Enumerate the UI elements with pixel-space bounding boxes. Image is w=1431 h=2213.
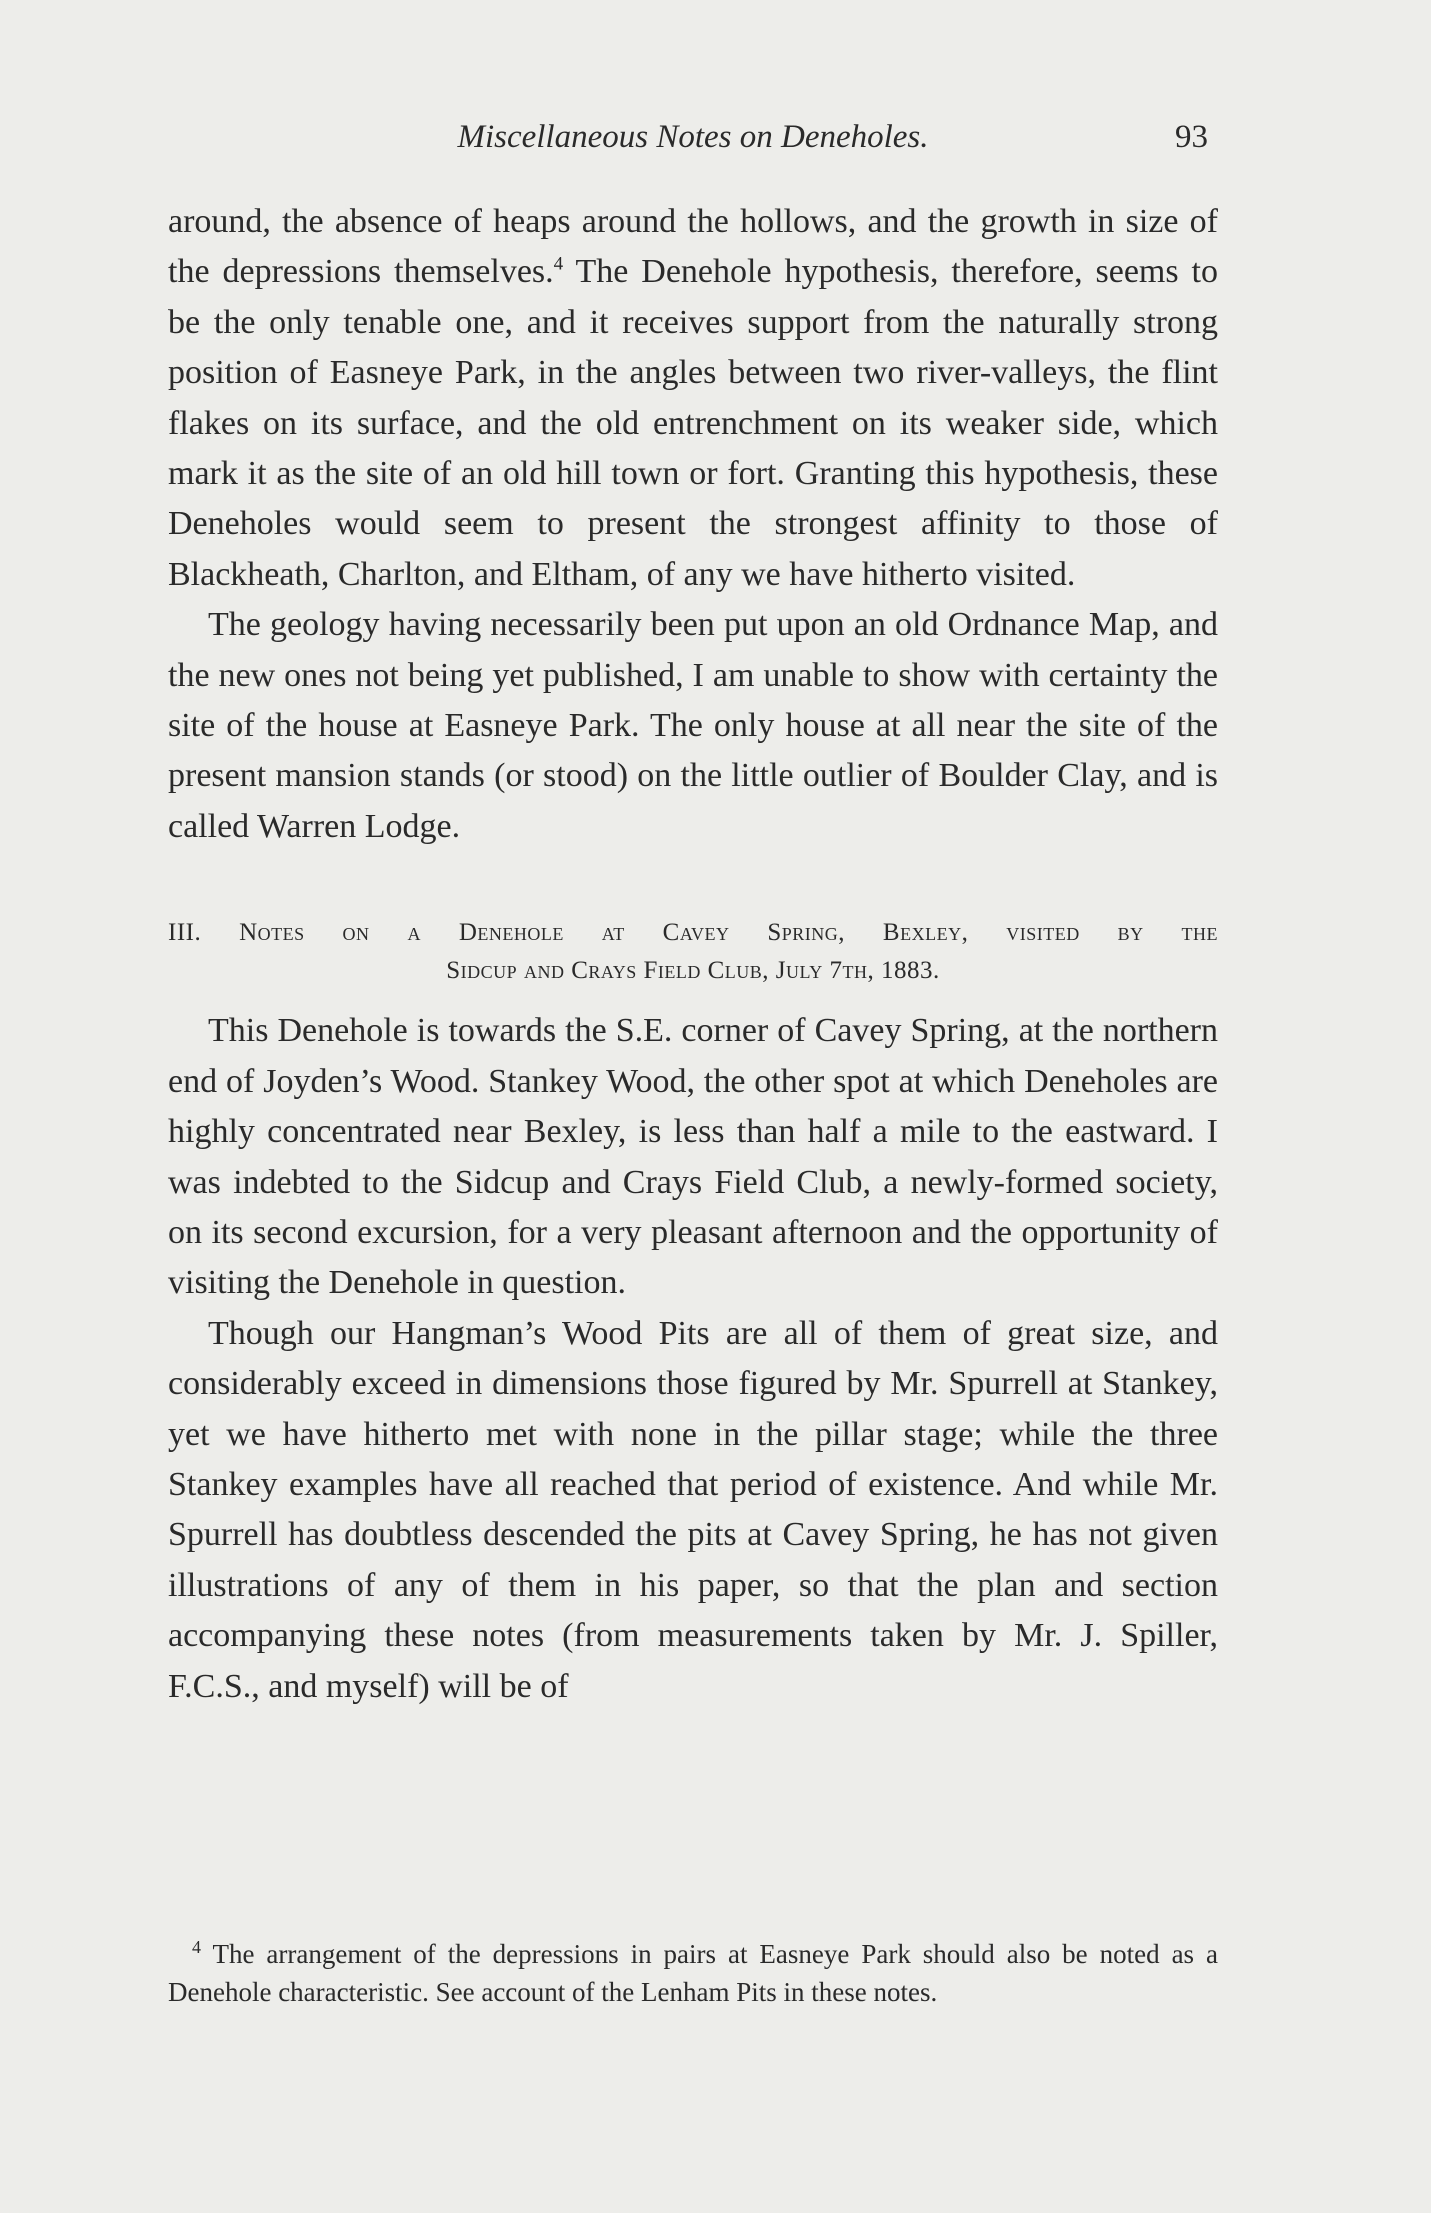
paragraph-1 xyxy=(168,197,1218,600)
paragraph-3: This Denehole is towards the S.E. corner of Cavey Spring, at the northern end of Joyden’s Wood. Stankey Wood, the other spot at which Deneholes are highly concentrated near Bexley, is less than half a mile to the eastward. I was indebted to the Sidcup and Crays Field Club, a newly-formed society, on its second excursion, for a very pleasant afternoon and the opportunity of visiting the Denehole in question. xyxy=(168,1012,1218,1302)
section-heading xyxy=(168,914,1218,990)
footnote-reference: 4 xyxy=(553,254,564,276)
paragraph-1-text-a: around, the absence of heaps around the hollows, and the growth in size of the depressions themselves. xyxy=(168,203,1218,291)
paragraph-2: The geology having necessarily been put upon an old Ordnance Map, and the new ones not being yet published, I am unable to show with certainty the site of the house at Easneye Park. The only house at all near the site of the present mansion stands (or stood) on the little outlier of Boulder Clay, and is called Warren Lodge. xyxy=(168,606,1218,845)
paragraph-4: Though our Hangman’s Wood Pits are all of them of great size, and considerably exceed in dimensions those figured by Mr. Spurrell at Stankey, yet we have hitherto met with none in the pillar stage; while the three Stankey examples have all reached that period of existence. And while Mr. Spurrell has doubtless descended the pits at Cavey Spring, he has not given illustrations of any of them in his paper, so that the plan and section accompanying these notes (from measurements taken by Mr. J. Spiller, F.C.S., and myself) will be of xyxy=(168,1314,1218,1705)
page-number: 93 xyxy=(1175,119,1208,155)
footnote xyxy=(168,1935,1218,2011)
footnote-text: The arrangement of the depressions in pairs at Easneye Park should also be noted as a Denehole characteristic. See account of the Lenham Pits in these notes. xyxy=(168,1939,1218,2007)
running-head: Miscellaneous Notes on Deneholes. xyxy=(457,119,929,155)
section-heading-line-1: III. Notes on a Denehole at Cavey Spring, Bexley, visited by the xyxy=(168,919,1218,947)
section-heading-line-2: Sidcup and Crays Field Club, July 7th, 1883. xyxy=(446,957,940,985)
page-header xyxy=(168,112,1218,162)
footnote-mark: 4 xyxy=(192,1937,201,1957)
body-text xyxy=(168,197,1218,1712)
paragraph-1-text-b: The Denehole hypothesis, therefore, seems to be the only tenable one, and it receives support from the naturally strong position of Easneye Park, in the angles between two river-valleys, the flint flakes on its surface, and the old entrenchment on its weaker side, which mark it as the site of an old hill town or fort. Granting this hypothesis, these Deneholes would seem to present the strongest affinity to those of Blackheath, Charlton, and Eltham, of any we have hitherto visited. xyxy=(168,253,1219,593)
